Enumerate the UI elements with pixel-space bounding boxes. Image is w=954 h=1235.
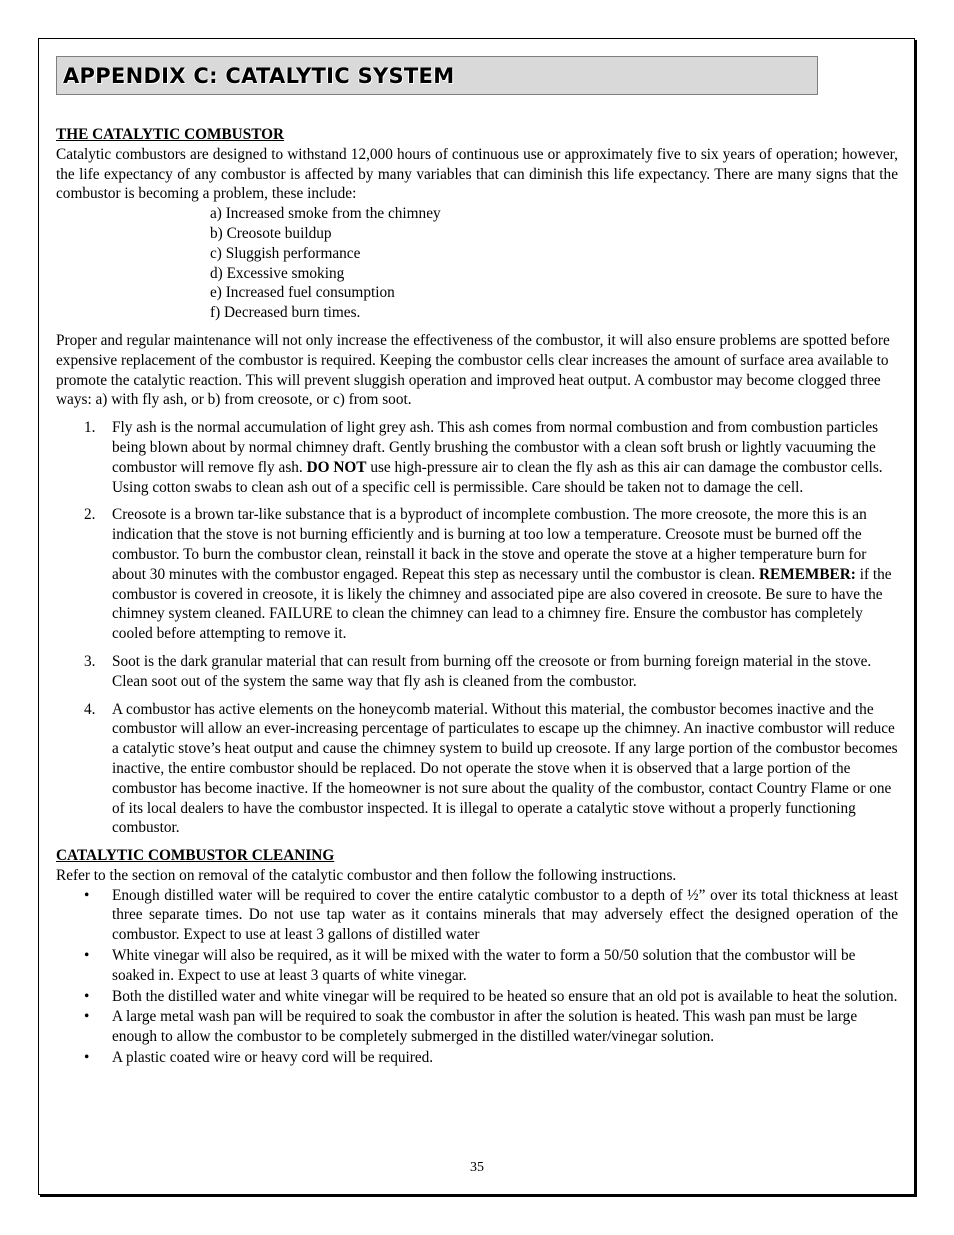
bullet-text: A plastic coated wire or heavy cord will be required.: [112, 1049, 434, 1067]
title-banner: [56, 56, 818, 95]
item-text: A combustor has active elements on the honeycomb material. Without this material, the combustor becomes inactive and the combustor will allow an ever-increasing percentage of particulates to escape up the chimney. An inactive combustor will reduce a catalytic stove’s heat output and cause the chimney system to build up creosote. If any large portion of the combustor becomes inactive, the entire combustor should be replaced. Do not operate the stove when it is observed that a large portion of the combustor has become inactive. If the homeowner is not sure about the quality of the combustor, contact Country Flame or one of its local dealers to have the combustor inspected. It is illegal to operate a catalytic stove without a properly functioning combustor.: [112, 700, 898, 837]
numbered-item: [56, 652, 898, 692]
page-title: APPENDIX C: CATALYTIC SYSTEM: [63, 64, 455, 88]
item-number: 3.: [84, 652, 96, 670]
bullet-item: [56, 1007, 898, 1047]
bullet-item: [56, 946, 898, 986]
item-emphasis: DO NOT: [306, 458, 367, 476]
list-item: e) Increased fuel consumption: [210, 284, 395, 302]
numbered-item: [56, 418, 898, 497]
bullet-icon: •: [84, 886, 90, 904]
list-item: a) Increased smoke from the chimney: [210, 205, 441, 223]
bullet-item: [56, 987, 898, 1007]
bullet-text: A large metal wash pan will be required to soak the combustor in after the solution is heated. This wash pan must be large enough to allow the combustor to be completely submerged in the distilled water/vinegar solution.: [112, 1008, 858, 1046]
bullet-text: Both the distilled water and white vinegar will be required to be heated so ensure that an old pot is available to heat the solution.: [112, 987, 898, 1005]
clog-causes-list: [56, 418, 898, 838]
section-heading-catalytic-combustor: THE CATALYTIC COMBUSTOR: [56, 126, 285, 143]
numbered-item: [56, 700, 898, 839]
item-text: Creosote is a brown tar-like substance that is a byproduct of incomplete combustion. The more creosote, the more this is an indication that the stove is not burning efficiently and is burning at too low a temperature. Creosote must be burned off the combustor. To burn the combustor clean, reinstall it back in the stove and operate the stove at a higher temperature burn for about 30 minutes with the combustor engaged. Repeat this step as necessary until the combustor is clean.: [112, 506, 867, 583]
bullet-icon: •: [84, 987, 90, 1005]
item-text-continued: use high-pressure air to clean the fly ash as this air can damage the combustor cells. Using cotton swabs to clean ash out of a specific cell is permissible. Care should be taken not to damage the cell.: [112, 458, 883, 496]
item-number: 2.: [84, 506, 96, 524]
cleaning-requirements-list: [56, 886, 898, 1068]
list-item: b) Creosote buildup: [210, 224, 332, 242]
item-emphasis: REMEMBER:: [759, 565, 856, 583]
section-intro-paragraph: Catalytic combustors are designed to withstand 12,000 hours of continuous use or approximately five to six years of operation; however, the life expectancy of any combustor is affected by many variables that can diminish this life expectancy. There are many signs that the combustor is becoming a problem, these include:: [56, 145, 898, 203]
bullet-icon: •: [84, 947, 90, 965]
item-text: Fly ash is the normal accumulation of light grey ash. This ash comes from normal combustion and from combustion particles being blown about by normal chimney draft. Gently brushing the combustor with a clean soft brush or lightly vacuuming the combustor will remove fly ash.: [112, 419, 879, 476]
list-item: d) Excessive smoking: [210, 264, 345, 282]
item-text: Soot is the dark granular material that can result from burning off the creosote or from burning foreign material in the stove. Clean soot out of the system the same way that fly ash is cleaned from the combustor.: [112, 652, 872, 690]
item-text-continued: if the combustor is covered in creosote, it is likely the chimney and associated pipe are also covered in creosote. Be sure to have the chimney system cleaned. FAILURE to clean the chimney can lead to a chimney fire. Ensure the combustor has completely cooled before attempting to remove it.: [112, 565, 892, 643]
numbered-item: [56, 505, 898, 644]
bullet-item: [56, 886, 898, 945]
bullet-item: [56, 1048, 898, 1068]
section-heading-combustor-cleaning: CATALYTIC COMBUSTOR CLEANING: [56, 847, 335, 865]
bullet-icon: •: [84, 1049, 90, 1067]
item-number: 4.: [84, 700, 96, 718]
cleaning-intro-paragraph: Refer to the section on removal of the catalytic combustor and then follow the following instructions.: [56, 866, 677, 884]
item-number: 1.: [84, 419, 96, 437]
document-body: [56, 125, 898, 1069]
maintenance-paragraph: Proper and regular maintenance will not only increase the effectiveness of the combustor, it will also ensure problems are spotted before expensive replacement of the combustor is required. Keeping the combustor cells clear increases the amount of surface area available to promote the catalytic reaction. This will prevent sluggish operation and improved heat output. A combustor may become clogged three ways: a) with fly ash, or b) from creosote, or c) from soot.: [56, 331, 890, 409]
bullet-text: Enough distilled water will be required to cover the entire catalytic combustor to a depth of ½” over its total thickness at least three separate times. Do not use tap water as it contains minerals that may adversely effect the designed operation of the combustor. Expect to use at least 3 gallons of distilled water: [112, 886, 898, 944]
signs-list: [56, 204, 898, 323]
bullet-icon: •: [84, 1008, 90, 1026]
list-item: c) Sluggish performance: [210, 244, 361, 262]
page-number: 35: [470, 1160, 484, 1175]
bullet-text: White vinegar will also be required, as it will be mixed with the water to form a 50/50 solution that the combustor will be soaked in. Expect to use at least 3 quarts of white vinegar.: [112, 947, 856, 984]
list-item: f) Decreased burn times.: [210, 304, 361, 322]
